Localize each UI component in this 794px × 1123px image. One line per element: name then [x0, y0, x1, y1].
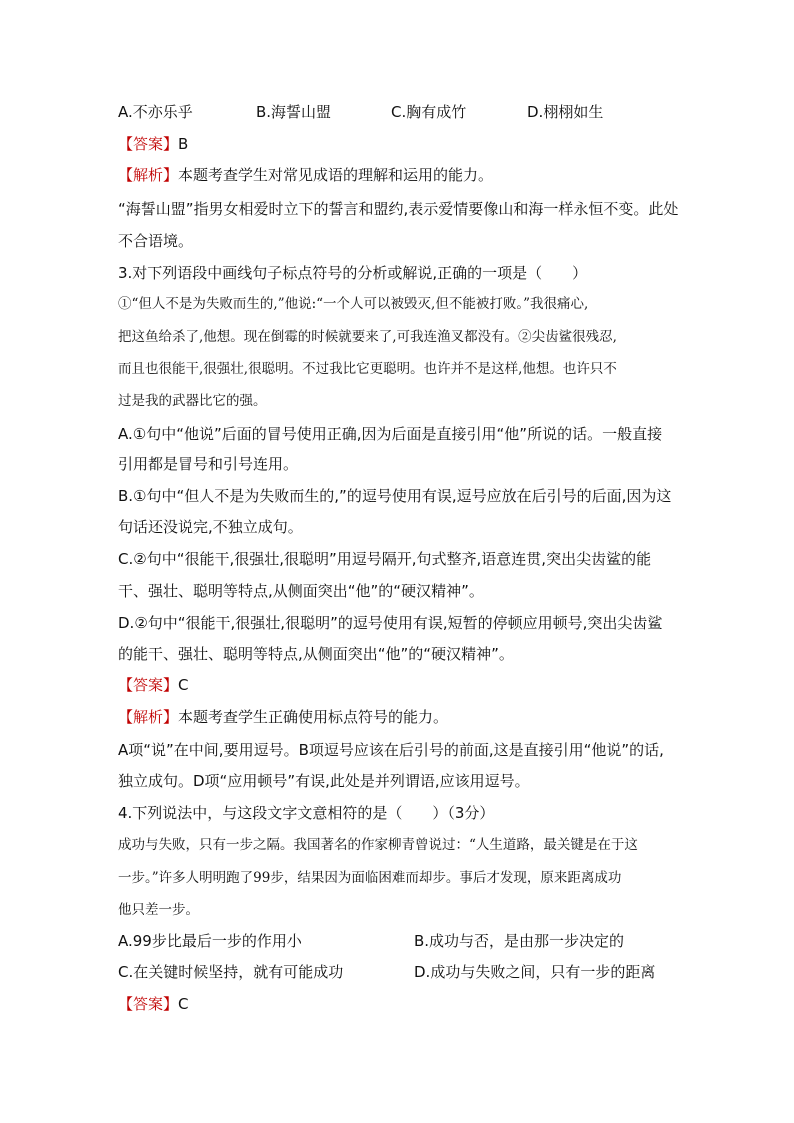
q2-analysis-3: 不合语境。	[118, 232, 194, 250]
q3-passage-line: 而且也很能干,很强壮,很聪明。不过我比它更聪明。也许并不是这样,他想。也许只不	[118, 361, 617, 377]
q3-analysis-2: A项“说”在中间,要用逗号。B项逗号应该在后引号的前面,这是直接引用“他说”的话,	[118, 741, 664, 759]
q3-stem: 3.对下列语段中画线句子标点符号的分析或解说,正确的一项是（ ）	[118, 264, 588, 282]
q3-passage-line: ①“但人不是为失败而生的,”他说:“一个人可以被毁灭,但不能被打败。”我很痛心,	[118, 296, 589, 312]
analysis-tag: 【解析】	[118, 166, 179, 184]
q3-passage-line: 把这鱼给杀了,他想。现在倒霉的时候就要来了,可我连渔叉都没有。②尖齿鲨很残忍,	[118, 329, 617, 345]
q4-option-a: A.99步比最后一步的作用小	[118, 932, 302, 950]
q4-answer-line	[118, 994, 189, 1014]
q2-option-a: A.不亦乐乎	[118, 103, 193, 121]
q2-answer: B	[178, 135, 189, 153]
q4-passage-line: 成功与失败，只有一步之隔。我国著名的作家柳青曾说过：“人生道路，最关键是在于这	[118, 837, 638, 853]
q3-option-d-cont: 的能干、强壮、聪明等特点,从侧面突出“他”的“硬汉精神”。	[118, 645, 514, 663]
answer-tag: 【答案】	[118, 995, 179, 1013]
q3-option-c: C.②句中“很能干,很强壮,很聪明”用逗号隔开,句式整齐,语意连贯,突出尖齿鲨的能	[118, 550, 652, 568]
q4-option-c: C.在关键时候坚持，就有可能成功	[118, 963, 344, 981]
q2-analysis-2: “海誓山盟”指男女相爱时立下的誓言和盟约,表示爱情要像山和海一样永恒不变。此处	[118, 200, 679, 218]
q3-option-c-cont: 干、强壮、聪明等特点,从侧面突出“他”的“硬汉精神”。	[118, 582, 484, 600]
q2-answer-line	[118, 134, 188, 154]
answer-tag: 【答案】	[118, 135, 179, 153]
q4-stem: 4.下列说法中，与这段文字文意相符的是（ ）（3分）	[118, 804, 495, 822]
answer-tag: 【答案】	[118, 676, 179, 694]
q2-option-b: B.海誓山盟	[256, 103, 332, 121]
q4-option-d: D.成功与失败之间，只有一步的距离	[414, 963, 656, 981]
q2-option-c: C.胸有成竹	[391, 103, 467, 121]
q4-passage-line: 一步。”许多人明明跑了99步，结果因为面临困难而却步。事后才发现，原来距离成功	[118, 870, 622, 886]
q4-answer: C	[178, 995, 189, 1013]
q2-option-d: D.栩栩如生	[527, 103, 604, 121]
q4-option-b: B.成功与否，是由那一步决定的	[414, 932, 625, 950]
q3-answer: C	[178, 676, 189, 694]
q3-option-a: A.①句中“他说”后面的冒号使用正确,因为后面是直接引用“他”所说的话。一般直接	[118, 425, 663, 443]
q3-option-b: B.①句中“但人不是为失败而生的,”的逗号使用有误,逗号应放在后引号的后面,因为这	[118, 487, 672, 505]
analysis-tag: 【解析】	[118, 708, 179, 726]
q3-analysis-line: 【解析】本题考查学生正确使用标点符号的能力。	[118, 708, 449, 726]
q2-analysis-line: 【解析】本题考查学生对常见成语的理解和运用的能力。	[118, 166, 494, 184]
q3-answer-line	[118, 675, 189, 695]
q3-option-d: D.②句中“很能干,很强壮,很聪明”的逗号使用有误,短暂的停顿应用顿号,突出尖齿鲨	[118, 614, 663, 632]
q3-option-b-cont: 句话还没说完,不独立成句。	[118, 518, 303, 536]
q3-passage-line: 过是我的武器比它的强。	[118, 393, 267, 409]
q3-option-a-cont: 引用都是冒号和引号连用。	[118, 455, 299, 473]
q3-analysis-3: 独立成句。D项“应用顿号”有误,此处是并列谓语,应该用逗号。	[118, 772, 530, 790]
q4-passage-line: 他只差一步。	[118, 902, 199, 918]
